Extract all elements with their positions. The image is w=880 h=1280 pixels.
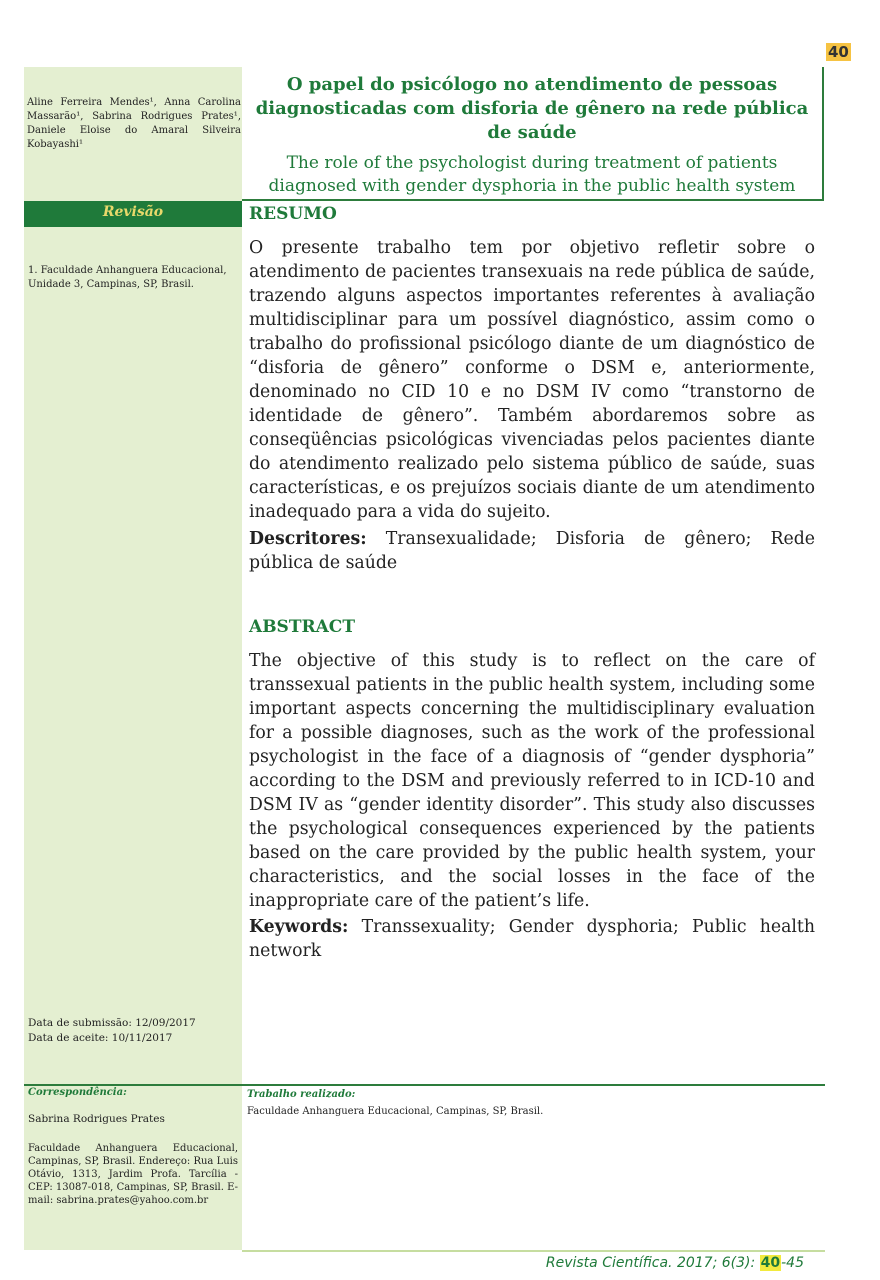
affiliation: 1. Faculdade Anhanguera Educacional, Unidade 3, Campinas, SP, Brasil. [28, 265, 227, 290]
resumo-keywords-label: Descritores: [249, 529, 367, 549]
dates [28, 1016, 242, 1046]
abstract-text: The objective of this study is to reflect on the care of transsexual patients in the public health system, including some important aspects concerning the multidisciplinary evaluation for a possible diagnoses, such as the work of the professional psychologist in the face of a diagnosis of “gender dysphoria” according to the DSM and previously referred to in ICD-10 and DSM IV as “gender identity disorder”. This study also discusses the psychological consequences experienced by the patients based on the care provided by the public health system, your characteristics, and the social losses in the face of the inappropriate care of the patient’s life. [249, 651, 815, 911]
work-institution: Faculdade Anhanguera Educacional, Campinas, SP, Brasil. [247, 1106, 544, 1117]
correspondence-address: Faculdade Anhanguera Educacional, Campinas, SP, Brasil. Endereço: Rua Luis Otávio, 1313, Jardim Profa. Tarcília - CEP: 13087-018, Campinas, SP, Brasil. E-mail: sabrina.prates@yahoo.com.br [28, 1143, 238, 1206]
work-label: Trabalho realizado: [247, 1089, 356, 1100]
section-type-label: Revisão [102, 204, 164, 220]
correspondence-name: Sabrina Rodrigues Prates [28, 1113, 165, 1125]
footer-divider [242, 1250, 825, 1252]
abstract-keywords-text: Transsexuality; Gender dysphoria; Public health network [249, 917, 815, 961]
journal-footer [546, 1255, 804, 1271]
page-start: 40 [760, 1255, 781, 1271]
journal-citation: Revista Científica. 2017; 6(3): [545, 1255, 760, 1271]
submission-date: Data de submissão: 12/09/2017 [28, 1017, 196, 1029]
abstract-keywords-label: Keywords: [249, 917, 349, 937]
abstract-heading: ABSTRACT [249, 617, 355, 637]
page-number: 40 [828, 43, 849, 61]
acceptance-date: Data de aceite: 10/11/2017 [28, 1032, 173, 1044]
resumo-keywords [249, 527, 815, 575]
abstract-keywords [249, 915, 815, 963]
page-end: -45 [781, 1255, 804, 1271]
resumo-heading: RESUMO [249, 204, 337, 224]
correspondence-label: Correspondência: [28, 1087, 127, 1098]
correspondence-divider [24, 1084, 825, 1086]
left-sidebar [24, 67, 242, 1250]
authors: Aline Ferreira Mendes¹, Anna Carolina Massarão¹, Sabrina Rodrigues Prates¹, Daniele Eloise do Amaral Silveira Kobayashi¹ [27, 97, 241, 150]
article-title-portuguese: O papel do psicólogo no atendimento de pessoas diagnosticadas com disforia de gênero na rede pública de saúde [255, 74, 809, 143]
resumo-keywords-text: Transexualidade; Disforia de gênero; Rede pública de saúde [249, 529, 816, 573]
article-title-english: The role of the psychologist during treatment of patients diagnosed with gender dysphoria in the public health system [268, 153, 796, 196]
resumo-text: O presente trabalho tem por objetivo refletir sobre o atendimento de pacientes transexuais na rede pública de saúde, trazendo alguns aspectos importantes referentes à avaliação multidisciplinar para um possível diagnóstico, assim como o trabalho do profissional psicólogo diante de um diagnóstico de “disforia de gênero” conforme o DSM e, anteriormente, denominado no CID 10 e no DSM IV como “transtorno de identidade de gênero”. Também abordaremos sobre as conseqüências psicológicas vivenciadas pelos pacientes diante do atendimento realizado pelo sistema público de saúde, suas características, e os prejuízos sociais diante de um atendimento inadequado para a vida do sujeito. [249, 238, 815, 522]
